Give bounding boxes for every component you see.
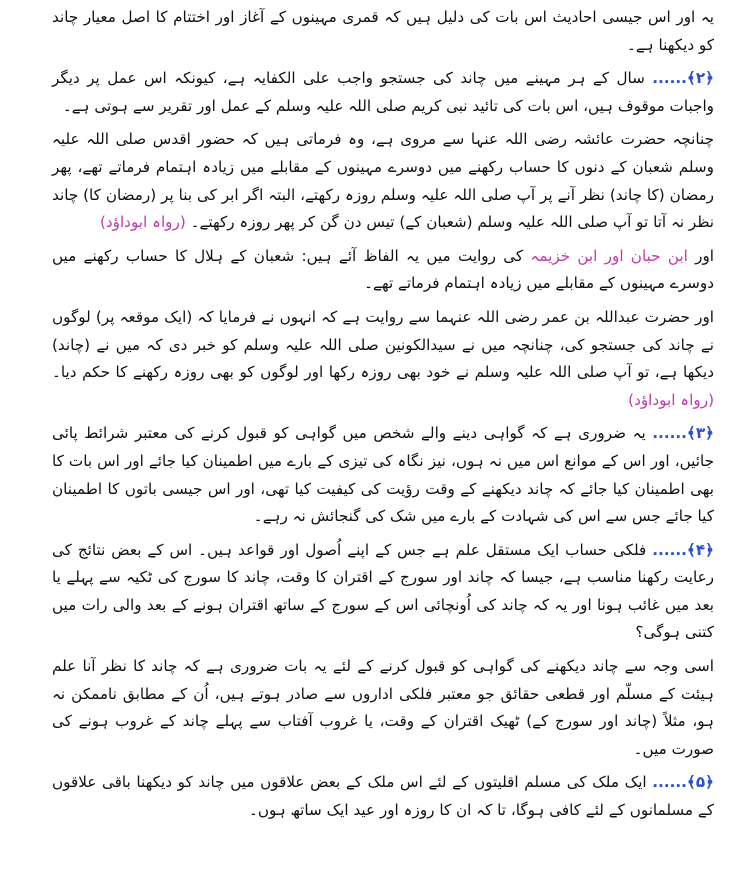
paragraph-text: اور حضرت عبداللہ بن عمر رضی اللہ عنہما سے روایت ہے کہ انہوں نے فرمایا کہ (ایک موقعہ پر) لوگوں نے چاند کی جستجو کی، چنانچہ میں نے سیدالکونین صلی اللہ علیہ وسلم کو خبر دی کہ میں نے (چاند) دیکھا ہے، تو آپ صلی اللہ علیہ وسلم نے خود بھی روزہ رکھا اور لوگوں کو بھی روزہ رکھنے کا حکم دیا۔ <box>52 307 714 382</box>
highlight-text: ابن حبان اور ابن خزیمہ <box>530 246 688 265</box>
paragraph-number: ﴿۲﴾...... <box>652 69 714 88</box>
paragraph-text: اسی وجہ سے چاند دیکھنے کی گواہی کو قبول کرنے کے لئے یہ بات ضروری ہے کہ چاند کا نظر آنا علم ہیئت کے مسلّم اور قطعی حقائق جو معتبر فلکی اداروں سے صادر ہوتے ہیں، اُن کے مطابق ناممکن نہ ہو، مثلاً (چاند اور سورج کے) ٹھیک اقتران کے وقت، یا غروب آفتاب سے پہلے چاند کے غروب ہونے کی صورت میں۔ <box>52 657 714 758</box>
paragraph-4 <box>52 243 714 298</box>
document-body <box>52 4 714 831</box>
paragraph-7 <box>52 537 714 647</box>
paragraph-text: یہ ضروری ہے کہ گواہی دینے والے شخص میں گواہی کو قبول کرنے کی معتبر شرائط پائی جائیں، اور اس کے موانع اس میں نہ ہوں، نیز نگاہ کی تیزی کے بارے میں اطمینان کیا جائے اور اس بات کا بھی اطمینان کیا جائے کہ چاند دیکھنے کے وقت رؤیت کی کیفیت کیا تھی، اور اس جیسی باتوں کا اطمینان کیا جائے جس سے اس کی شہادت کے بارے میں شک کی گنجائش نہ رہے۔ <box>52 424 714 526</box>
paragraph-3 <box>52 126 714 236</box>
paragraph-text: فلکی حساب ایک مستقل علم ہے جس کے اپنے اُصول اور قواعد ہیں۔ اس کے بعض نتائج کی رعایت رکھنا مناسب ہے، جیسا کہ چاند اور سورج کے اقتران کا وقت، چاند کا سورج کی ٹکیہ سے پہلے یا بعد میں غائب ہونا اور یہ کہ چاند کی اُونچائی اس کے سورج کے ساتھ اقتران ہونے کے بعد والی رات میں کتنی ہوگی؟ <box>52 540 714 642</box>
paragraph-number: ﴿۵﴾...... <box>652 773 714 792</box>
paragraph-5 <box>52 304 714 414</box>
paragraph-text: چنانچہ حضرت عائشہ رضی اللہ عنہا سے مروی ہے، وہ فرماتی ہیں کہ حضور اقدس صلی اللہ علیہ وسلم شعبان کے دنوں کا حساب رکھنے میں دوسرے مہینوں کے مقابلے میں زیادہ اہتمام فرماتے تھے، پھر رمضان (کا چاند) نظر آنے پر آپ صلی اللہ علیہ وسلم روزہ رکھتے، البتہ اگر ابر کی بنا پر (رمضان کا) چاند نظر نہ آتا تو آپ صلی اللہ علیہ وسلم (شعبان کے) تیس دن گن کر پھر روزہ رکھتے۔ <box>52 130 714 232</box>
paragraph-6 <box>52 420 714 530</box>
paragraph-number: ﴿۴﴾...... <box>652 540 714 559</box>
reference-citation: (رواہ ابوداؤد) <box>99 213 191 232</box>
paragraph-text: اور <box>687 246 715 265</box>
paragraph-text: سال کے ہر مہینے میں چاند کی جستجو واجب علی الکفایہ ہے، کیونکہ اس عمل پر دیگر واجبات موقوف ہیں، اس بات کی تائید نبی کریم صلی اللہ علیہ وسلم کے عمل اور تقریر سے ہوتی ہے۔ <box>52 69 714 115</box>
reference-citation: (رواہ ابوداؤد) <box>628 390 714 409</box>
paragraph-text: یہ اور اس جیسی احادیث اس بات کی دلیل ہیں کہ قمری مہینوں کے آغاز اور اختتام کا اصل معیار چاند کو دیکھنا ہے۔ <box>52 8 714 54</box>
paragraph-2 <box>52 65 714 120</box>
paragraph-rest: کی روایت میں یہ الفاظ آئے ہیں: شعبان کے ہلال کا حساب رکھنے میں دوسرے مہینوں کے مقابلے میں زیادہ اہتمام فرماتے تھے۔ <box>52 246 714 293</box>
paragraph-text: ایک ملک کی مسلم اقلیتوں کے لئے اس ملک کے بعض علاقوں میں چاند کو دیکھنا باقی علاقوں کے مسلمانوں کے لئے کافی ہوگا، تا کہ ان کا روزہ اور عید ایک ساتھ ہوں۔ <box>52 773 714 820</box>
paragraph-8 <box>52 653 714 763</box>
paragraph-9 <box>52 769 714 824</box>
paragraph-1 <box>52 4 714 59</box>
paragraph-number: ﴿۳﴾...... <box>652 424 714 443</box>
